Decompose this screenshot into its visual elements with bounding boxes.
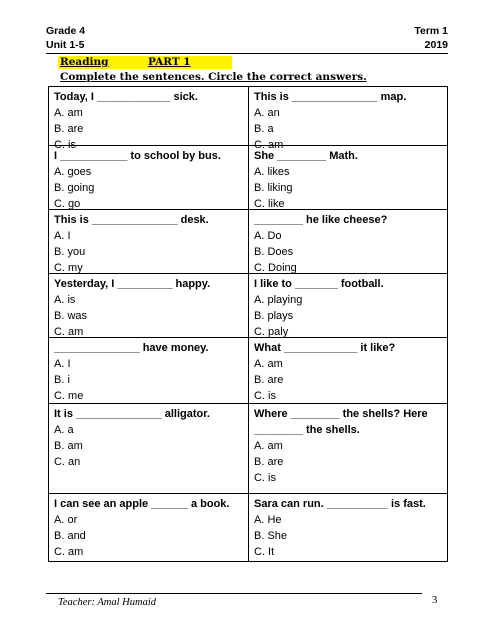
question-row (49, 493, 447, 561)
question-text: She ________ Math. (254, 150, 358, 162)
question-row (49, 209, 447, 273)
question-cell (49, 146, 248, 209)
answer-option[interactable]: A. I (54, 230, 71, 242)
question-text: This is ______________ map. (254, 91, 407, 103)
answer-option[interactable]: C. paly (254, 326, 289, 338)
answer-option[interactable]: B. plays (254, 310, 294, 322)
header-rule (46, 53, 448, 54)
footer-teacher: Teacher: Amal Humaid (58, 597, 156, 608)
answer-option[interactable]: A. or (54, 514, 78, 526)
answer-option[interactable]: C. is (254, 390, 276, 402)
answer-option[interactable]: B. you (54, 246, 86, 258)
question-cell (248, 404, 447, 493)
answer-option[interactable]: A. I (54, 358, 71, 370)
answer-option[interactable]: C. am (254, 139, 284, 151)
question-row (49, 403, 447, 493)
question-cell (49, 404, 248, 493)
answer-option[interactable]: B. liking (254, 182, 293, 194)
answer-option[interactable]: C. am (54, 326, 84, 338)
answer-option[interactable]: A. playing (254, 294, 303, 306)
question-row (49, 145, 447, 209)
term-label: Term 1 (414, 25, 448, 37)
answer-option[interactable]: B. are (54, 123, 84, 135)
answer-option[interactable]: C. go (54, 198, 81, 210)
answer-option[interactable]: B. are (254, 456, 284, 468)
question-cell (248, 274, 447, 337)
answer-option[interactable]: A. am (254, 440, 283, 452)
answer-option[interactable]: B. Does (254, 246, 294, 258)
question-cell (49, 87, 248, 151)
answer-option[interactable]: A. Do (254, 230, 282, 242)
question-cell (248, 146, 447, 209)
answer-option[interactable]: B. am (54, 440, 83, 452)
question-text: Yesterday, I _________ happy. (54, 278, 211, 290)
answer-option[interactable]: C. an (54, 456, 81, 468)
unit-label: Unit 1-5 (46, 39, 85, 51)
question-row (49, 273, 447, 337)
answer-option[interactable]: A. He (254, 514, 282, 526)
answer-option[interactable]: A. is (54, 294, 76, 306)
question-text: I ___________ to school by bus. (54, 150, 221, 162)
header-right (414, 24, 448, 52)
answer-option[interactable]: A. likes (254, 166, 290, 178)
question-text: This is ______________ desk. (54, 214, 209, 226)
question-grid (48, 86, 448, 562)
footer-rule (46, 593, 422, 594)
question-row (49, 337, 447, 403)
question-text: Where ________ the shells? Here ________ the shells. (254, 408, 428, 436)
answer-option[interactable]: B. are (254, 374, 284, 386)
answer-option[interactable]: A. an (254, 107, 280, 119)
answer-option[interactable]: B. was (54, 310, 88, 322)
year-label: 2019 (424, 39, 448, 51)
question-text: Today, I ____________ sick. (54, 91, 198, 103)
answer-option[interactable]: A. am (254, 358, 283, 370)
answer-option[interactable]: C. me (54, 390, 84, 402)
question-cell (49, 210, 248, 273)
answer-option[interactable]: C. like (254, 198, 285, 210)
question-cell (49, 338, 248, 403)
question-text: Sara can run. __________ is fast. (254, 498, 426, 510)
answer-option[interactable]: C. my (54, 262, 83, 274)
answer-option[interactable]: B. She (254, 530, 288, 542)
grade-label: Grade 4 (46, 25, 86, 37)
question-cell (248, 210, 447, 273)
question-text: I like to _______ football. (254, 278, 384, 290)
question-cell (248, 494, 447, 561)
answer-option[interactable]: C. am (54, 546, 84, 558)
question-cell (49, 494, 248, 561)
answer-option[interactable]: C. Doing (254, 262, 297, 274)
question-cell (248, 338, 447, 403)
part-label: PART 1 (148, 56, 191, 68)
answer-option[interactable]: C. It (254, 546, 275, 558)
question-row (49, 87, 447, 151)
answer-option[interactable]: C. is (254, 472, 276, 484)
answer-option[interactable]: B. i (54, 374, 70, 386)
answer-option[interactable]: B. a (254, 123, 274, 135)
question-cell (248, 87, 447, 151)
question-text: It is ______________ alligator. (54, 408, 210, 420)
instructions: Complete the sentences. Circle the correct answers. (60, 71, 367, 83)
question-text: What ____________ it like? (254, 342, 396, 354)
question-text: I can see an apple ______ a book. (54, 498, 230, 510)
question-text: ______________ have money. (54, 342, 209, 354)
question-cell (49, 274, 248, 337)
answer-option[interactable]: B. going (54, 182, 95, 194)
question-text: ________ he like cheese? (254, 214, 388, 226)
answer-option[interactable]: A. goes (54, 166, 92, 178)
reading-label: Reading (60, 56, 109, 68)
answer-option[interactable]: A. am (54, 107, 83, 119)
section-title (58, 56, 232, 69)
answer-option[interactable]: B. and (54, 530, 86, 542)
page-number: 3 (432, 595, 438, 606)
answer-option[interactable]: C. is (54, 139, 76, 151)
answer-option[interactable]: A. a (54, 424, 74, 436)
header-left (46, 24, 85, 52)
